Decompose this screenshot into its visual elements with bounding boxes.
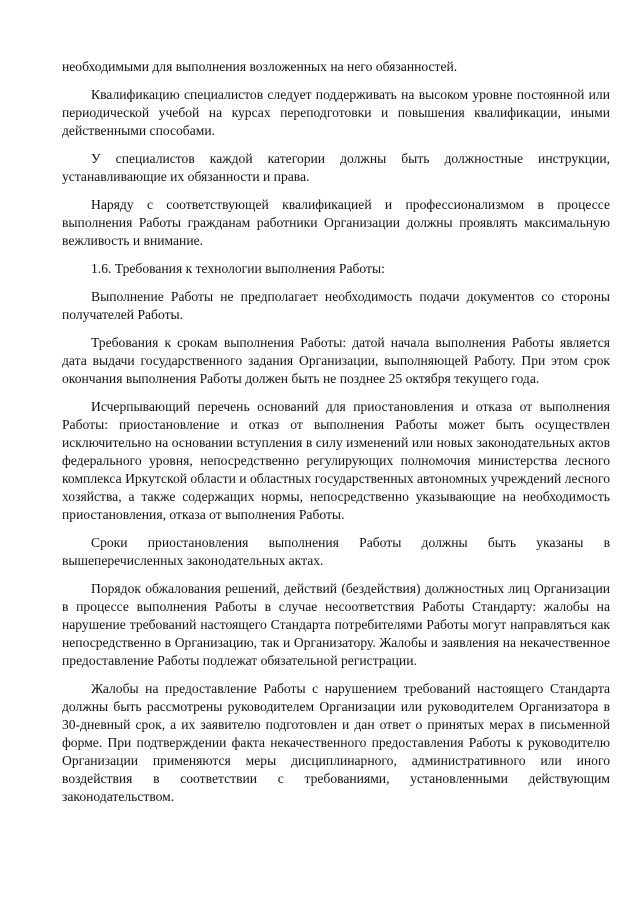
paragraph-suspension-terms: Сроки приостановления выполнения Работы должны быть указаны в вышеперечисленных законодательных актах.	[62, 535, 610, 568]
paragraph-no-documents: Выполнение Работы не предполагает необходимость подачи документов со стороны получателей Работы.	[62, 289, 610, 322]
paragraph-qualification: Квалификацию специалистов следует поддерживать на высоком уровне постоянной или периодической учебой на курсах переподготовки и повышения квалификации, иными действенными способами.	[62, 87, 610, 138]
paragraph-appeal-procedure: Порядок обжалования решений, действий (бездействия) должностных лиц Организации в процессе выполнения Работы в случае несоответствия Работы Стандарту: жалобы на нарушение требований настоящего Стандарта потребителями Работы могут направляться как непосредственно в Организацию, так и Организатору. Жалобы и заявления на некачественное предоставление Работы подлежат обязательной регистрации.	[62, 581, 610, 668]
paragraph-deadlines: Требования к срокам выполнения Работы: датой начала выполнения Работы является дата выдачи государственного задания Организации, выполняющей Работу. При этом срок окончания выполнения Работы должен быть не позднее 25 октября текущего года.	[62, 335, 610, 386]
document-page	[62, 58, 610, 816]
paragraph-job-instructions: У специалистов каждой категории должны быть должностные инструкции, устанавливающие их обязанности и права.	[62, 151, 610, 184]
paragraph-complaints-review: Жалобы на предоставление Работы с нарушением требований настоящего Стандарта должны быть рассмотрены руководителем Организации или руководителем Организатора в 30-дневный срок, а их заявителю подготовлен и дан ответ о принятых мерах в письменной форме. При подтверждении факта некачественного предоставления Работы к руководителю Организации применяются меры дисциплинарного, административного или иного воздействия в соответствии с требованиями, установленными действующим законодательством.	[62, 681, 610, 804]
section-heading-technology: 1.6. Требования к технологии выполнения Работы:	[91, 261, 385, 276]
paragraph-politeness: Наряду с соответствующей квалификацией и профессионализмом в процессе выполнения Работы гражданам работники Организации должны проявлять максимальную вежливость и внимание.	[62, 197, 610, 248]
paragraph-suspension-grounds: Исчерпывающий перечень оснований для приостановления и отказа от выполнения Работы: приостановление и отказ от выполнения Работы может быть осуществлен исключительно на основании вступления в силу изменений или новых законодательных актов федерального уровня, непосредственно регулирующих полномочия министерства лесного комплекса Иркутской области и областных государственных автономных учреждений лесного хозяйства, а также содержащих нормы, непосредственно указывающие на необходимость приостановления, отказа от выполнения Работы.	[62, 399, 610, 522]
paragraph-continuation: необходимыми для выполнения возложенных на него обязанностей.	[62, 59, 458, 74]
